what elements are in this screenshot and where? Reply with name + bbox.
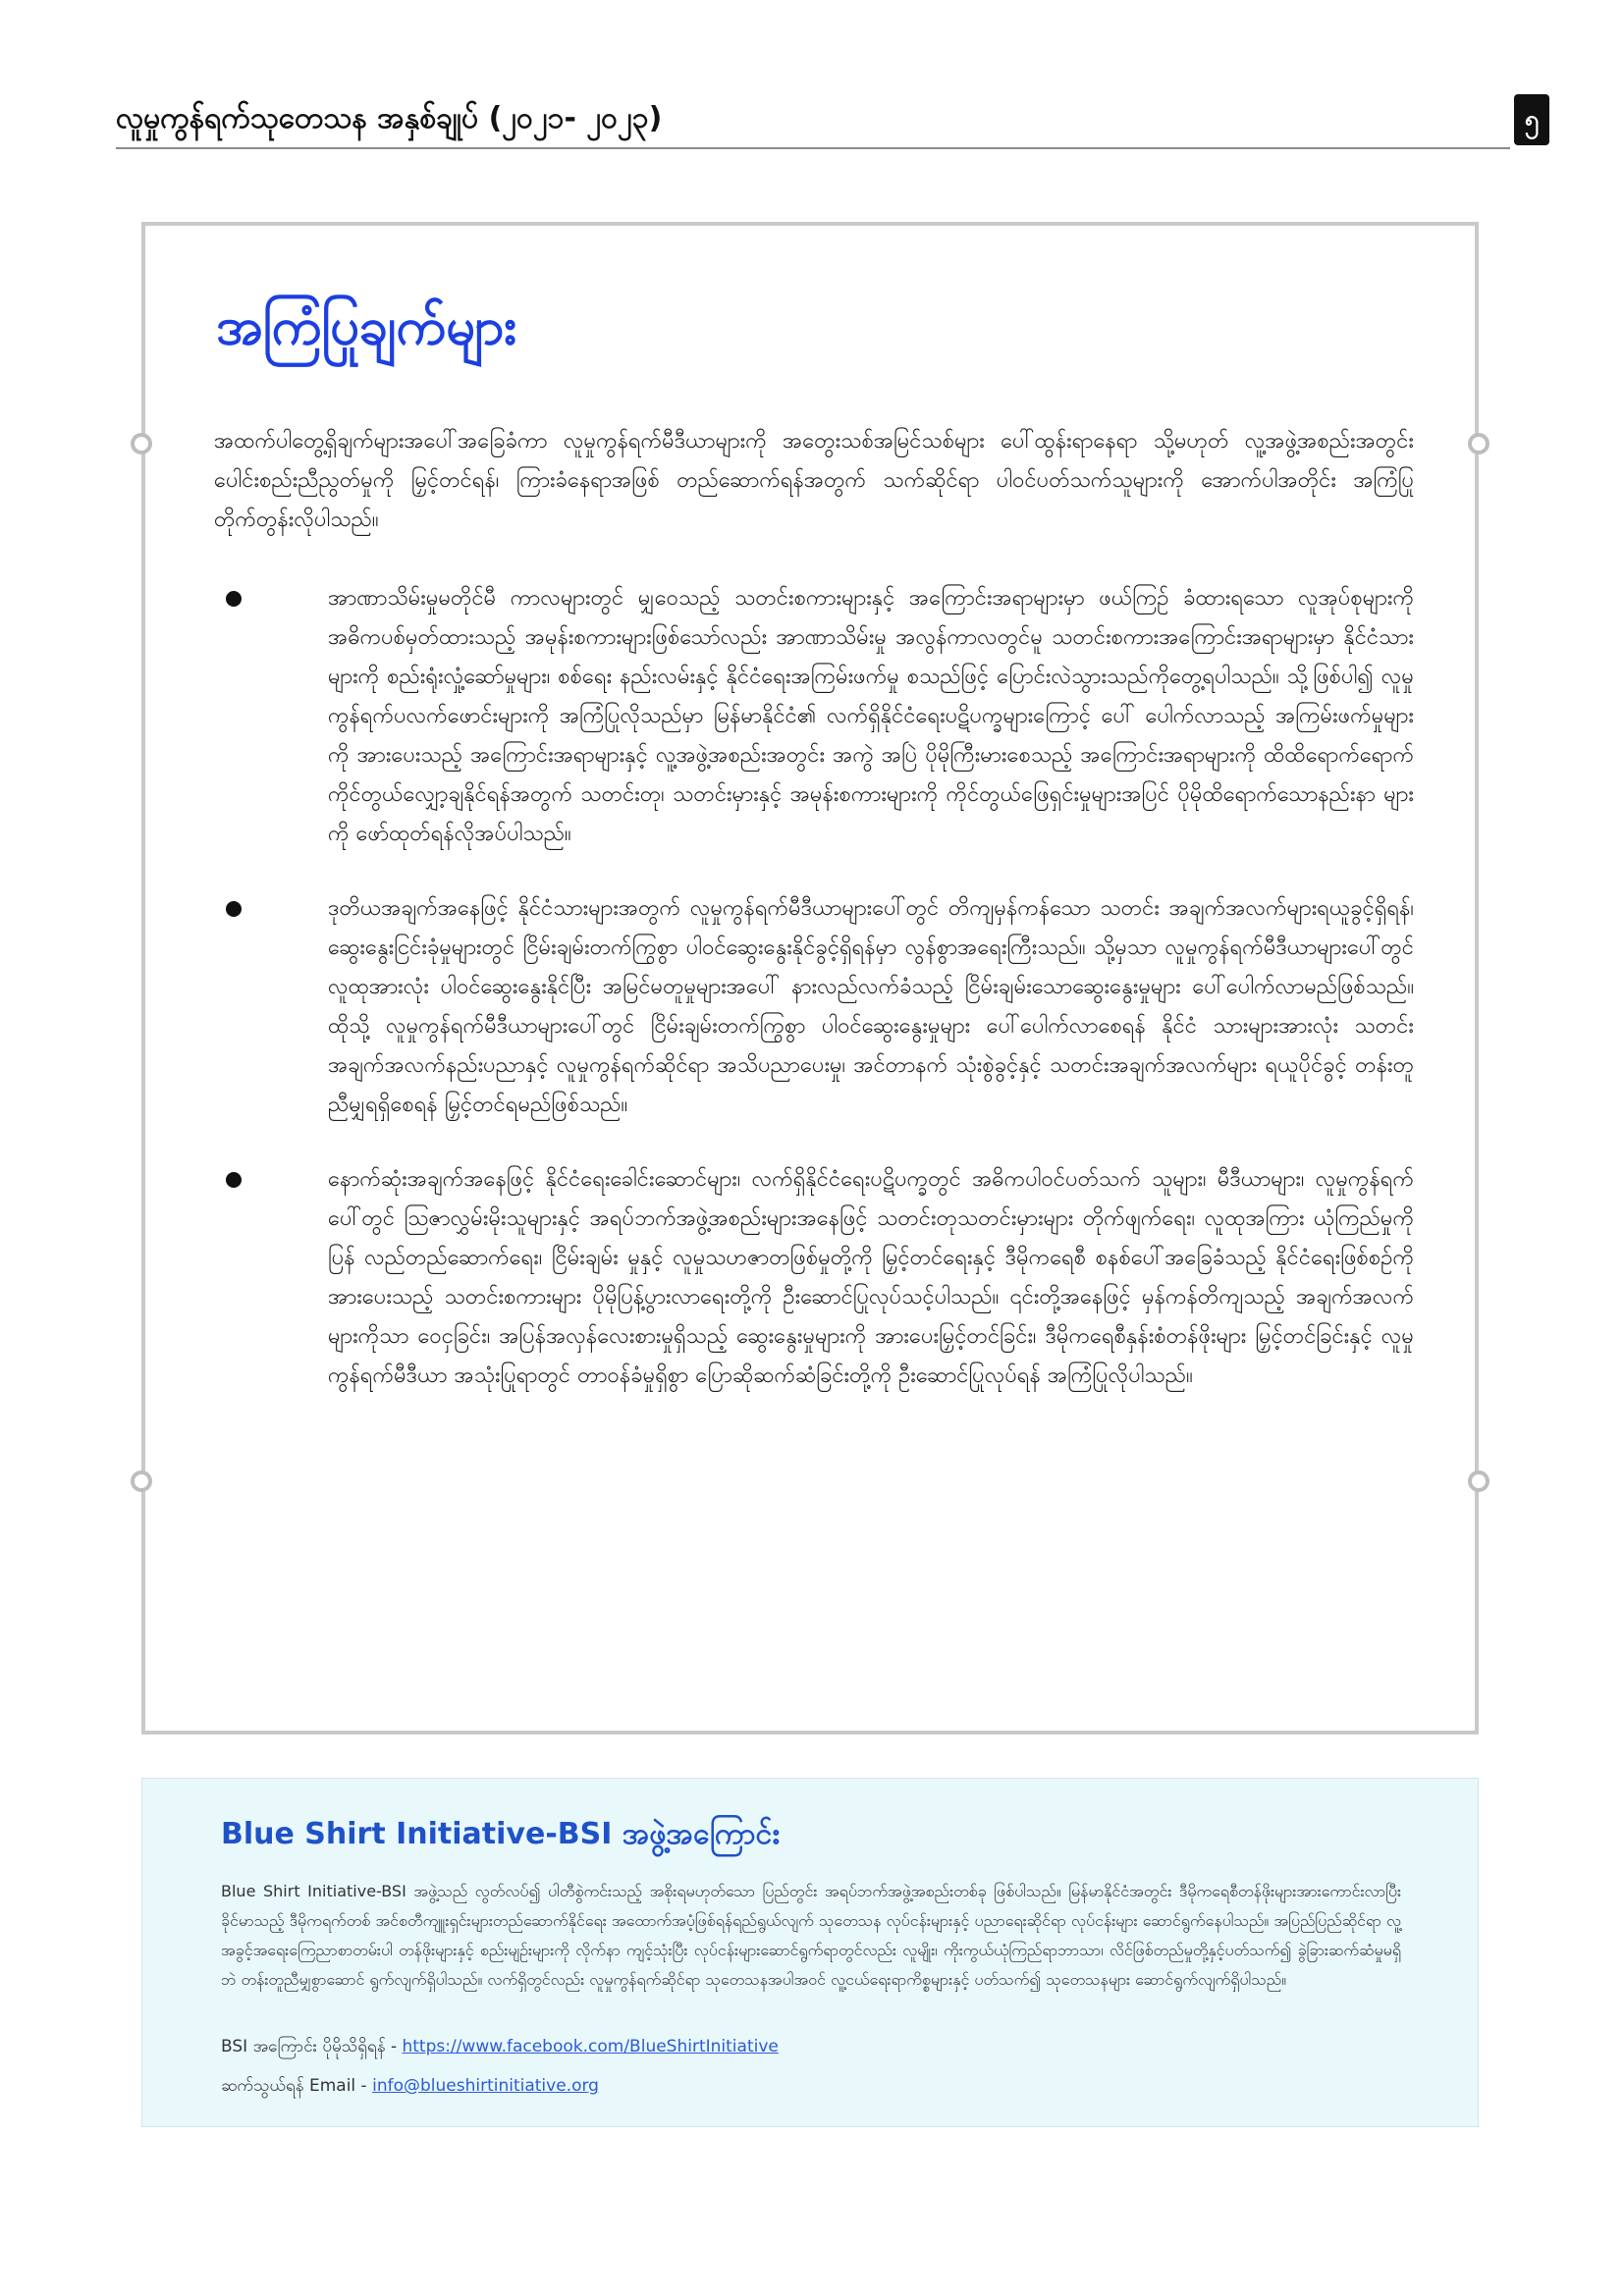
facebook-line	[221, 2036, 779, 2060]
page-header	[116, 90, 1540, 149]
ring-decoration-icon	[1468, 433, 1489, 454]
facebook-label: BSI အကြောင်း ပိုမိုသိရှိရန် -	[221, 2037, 403, 2056]
recommendations-box	[141, 222, 1479, 1735]
list-item	[214, 889, 1414, 1125]
about-title: Blue Shirt Initiative-BSI အဖွဲ့အကြောင်း	[221, 1817, 780, 1851]
list-item	[214, 579, 1414, 854]
recommendations-intro: အထက်ပါတွေ့ရှိချက်များအပေါ်အခြေခံကာ လူမှုကွန်ရက်မီဒီယာများကို အတွေးသစ်အမြင်သစ်များ ပေါ်ထွန်းရာနေရာ သို့မဟုတ် လူ့အဖွဲ့အစည်းအတွင်း ပေါင်းစည်းညီညွတ်မှုကို မြှင့်တင်ရန်၊ ကြားခံနေရာအဖြစ် တည်ဆောက်ရန်အတွက် သက်ဆိုင်ရာ ပါဝင်ပတ်သက်သူများကို အောက်ပါအတိုင်း အကြံပြုတိုက်တွန်းလိုပါသည်။	[214, 429, 1414, 532]
ring-decoration-icon	[131, 433, 152, 454]
page-number: ၅	[1514, 94, 1549, 145]
bullet-icon	[226, 901, 242, 917]
bullet-icon	[226, 591, 242, 607]
about-body: Blue Shirt Initiative-BSI အဖွဲ့သည် လွတ်လပ်၍ ပါတီစွဲကင်းသည့် အစိုးရမဟုတ်သော ပြည်တွင်း အရပ်ဘက်အဖွဲ့အစည်းတစ်ခု ဖြစ်ပါသည်။ မြန်မာနိုင်ငံအတွင်း ဒီမိုကရေစီတန်ဖိုးများအားကောင်းလာပြီး ခိုင်မာသည့် ဒီမိုကရက်တစ် အင်စတီကျူးရှင်းများတည်ဆောက်နိုင်ရေး အထောက်အပံ့ဖြစ်ရန်ရည်ရွယ်လျက် သုတေသန လုပ်ငန်းများနှင့် ပညာရေးဆိုင်ရာ လုပ်ငန်းများ ဆောင်ရွက်နေပါသည်။ အပြည်ပြည်ဆိုင်ရာ လူ့အခွင့်အရေးကြေညာစာတမ်းပါ တန်ဖိုးများနှင့် စည်းမျဉ်းများကို လိုက်နာ ကျင့်သုံးပြီး လုပ်ငန်းများဆောင်ရွက်ရာတွင်လည်း လူမျိုး၊ ကိုးကွယ်ယုံကြည်ရာဘာသာ၊ လိင်ဖြစ်တည်မှုတို့နှင့်ပတ်သက်၍ ခွဲခြားဆက်ဆံမှုမရှိဘဲ တန်းတူညီမျှစွာဆောင် ရွက်လျက်ရှိပါသည်။ လက်ရှိတွင်လည်း လူမှုကွန်ရက်ဆိုင်ရာ သုတေသနအပါအဝင် လူ့ငယ်ရေးရာကိစ္စများနှင့် ပတ်သက်၍ သုတေသနများ ဆောင်ရွက်လျက်ရှိပါသည်။	[221, 1882, 1402, 1989]
list-item	[214, 1160, 1414, 1396]
recommendations-title: အကြံပြုချက်များ	[216, 297, 517, 356]
list-item-text: နောက်ဆုံးအချက်အနေဖြင့် နိုင်ငံရေးခေါင်းဆောင်များ၊ လက်ရှိနိုင်ငံရေးပဋိပက္ခတွင် အဓိကပါဝင်ပတ်သက် သူများ၊ မီဒီယာများ၊ လူမှုကွန်ရက်ပေါ်တွင် ဩဇာလွှမ်းမိုးသူများနှင့် အရပ်ဘက်အဖွဲ့အစည်းများအနေဖြင့် သတင်းတုသတင်းမှားများ တိုက်ဖျက်ရေး၊ လူထုအကြား ယုံကြည်မှုကို ပြန် လည်တည်ဆောက်ရေး၊ ငြိမ်းချမ်း မှုနှင့် လူမှုသဟဇာတဖြစ်မှုတို့ကို မြှင့်တင်ရေးနှင့် ဒီမိုကရေစီ စနစ်ပေါ်အခြေခံသည့် နိုင်ငံရေးဖြစ်စဉ်ကို အားပေးသည့် သတင်းစကားများ ပိုမိုပြန့်ပွားလာရေးတို့ကို ဦးဆောင်ပြုလုပ်သင့်ပါသည်။ ၎င်းတို့အနေဖြင့် မှန်ကန်တိကျသည့် အချက်အလက်များကိုသာ ဝေငှခြင်း၊ အပြန်အလှန်လေးစားမှုရှိသည့် ဆွေးနွေးမှုများကို အားပေးမြှင့်တင်ခြင်း၊ ဒီမိုကရေစီနှန်းစံတန်ဖိုးများ မြှင့်တင်ခြင်းနှင့် လူမှုကွန်ရက်မီဒီယာ အသုံးပြုရာတွင် တာဝန်ခံမှုရှိစွာ ပြောဆိုဆက်ဆံခြင်းတို့ကို ဦးဆောင်ပြုလုပ်ရန် အကြံပြုလိုပါသည်။	[328, 1167, 1414, 1388]
list-item-text: အာဏာသိမ်းမှုမတိုင်မီ ကာလများတွင် မျှဝေသည့် သတင်းစကားများနှင့် အကြောင်းအရာများမှာ ဖယ်ကြဉ် ခံထားရသော လူအုပ်စုများကို အဓိကပစ်မှတ်ထားသည့် အမုန်းစကားများဖြစ်သော်လည်း အာဏာသိမ်းမှု အလွန်ကာလတွင်မူ သတင်းစကားအကြောင်းအရာများမှာ နိုင်ငံသားများကို စည်းရုံးလှုံ့ဆော်မှုများ၊ စစ်ရေး နည်းလမ်းနှင့် နိုင်ငံရေးအကြမ်းဖက်မှု စသည်ဖြင့် ပြောင်းလဲသွားသည်ကိုတွေ့ရပါသည်။ သို့ဖြစ်ပါ၍ လူမှု ကွန်ရက်ပလက်ဖောင်းများကို အကြံပြုလိုသည်မှာ မြန်မာနိုင်ငံ၏ လက်ရှိနိုင်ငံရေးပဋိပက္ခများကြောင့် ပေါ် ပေါက်လာသည့် အကြမ်းဖက်မှုများကို အားပေးသည့် အကြောင်းအရာများနှင့် လူ့အဖွဲ့အစည်းအတွင်း အကွဲ အပြဲ ပိုမိုကြီးမားစေသည့် အကြောင်းအရာများကို ထိထိရောက်ရောက် ကိုင်တွယ်လျှော့ချနိုင်ရန်အတွက် သတင်းတု၊ သတင်းမှားနှင့် အမုန်းစကားများကို ကိုင်တွယ်ဖြေရှင်းမှုများအပြင် ပိုမိုထိရောက်သောနည်းနာ များကို ဖော်ထုတ်ရန်လိုအပ်ပါသည်။	[328, 586, 1414, 846]
ring-decoration-icon	[131, 1470, 152, 1492]
header-title: လူမှုကွန်ရက်သုတေသန အနှစ်ချုပ် (၂၀၂၁- ၂၀၂၃)	[116, 101, 663, 135]
facebook-link[interactable]: https://www.facebook.com/BlueShirtInitiative	[402, 2037, 779, 2056]
email-line	[221, 2075, 599, 2100]
email-link[interactable]: info@blueshirtinitiative.org	[372, 2076, 599, 2096]
about-box	[141, 1778, 1479, 2127]
bullet-icon	[226, 1172, 242, 1188]
recommendations-list	[214, 579, 1414, 1431]
list-item-text: ဒုတိယအချက်အနေဖြင့် နိုင်ငံသားများအတွက် လူမှုကွန်ရက်မီဒီယာများပေါ်တွင် တိကျမှန်ကန်သော သတင်း အချက်အလက်များရယူခွင့်ရှိရန်၊ ဆွေးနွေးငြင်းခုံမှုများတွင် ငြိမ်းချမ်းတက်ကြွစွာ ပါဝင်ဆွေးနွေးနိုင်ခွင့်ရှိရန်မှာ လွန်စွာအရေးကြီးသည်။ သို့မှသာ လူမှုကွန်ရက်မီဒီယာများပေါ်တွင် လူထုအားလုံး ပါဝင်ဆွေးနွေးနိုင်ပြီး အမြင်မတူမှုများအပေါ် နားလည်လက်ခံသည့် ငြိမ်းချမ်းသောဆွေးနွေးမှုများ ပေါ်ပေါက်လာမည်ဖြစ်သည်။ ထိုသို့ လူမှုကွန်ရက်မီဒီယာများပေါ်တွင် ငြိမ်းချမ်းတက်ကြွစွာ ပါဝင်ဆွေးနွေးမှုများ ပေါ်ပေါက်လာစေရန် နိုင်ငံ သားများအားလုံး သတင်းအချက်အလက်နည်းပညာနှင့် လူမှုကွန်ရက်ဆိုင်ရာ အသိပညာပေးမှု၊ အင်တာနက် သုံးစွဲခွင့်နှင့် သတင်းအချက်အလက်များ ရယူပိုင်ခွင့် တန်းတူညီမျှရရှိစေရန် မြှင့်တင်ရမည်ဖြစ်သည်။	[328, 896, 1414, 1117]
ring-decoration-icon	[1468, 1470, 1489, 1492]
email-label: ဆက်သွယ်ရန် Email -	[221, 2076, 373, 2096]
